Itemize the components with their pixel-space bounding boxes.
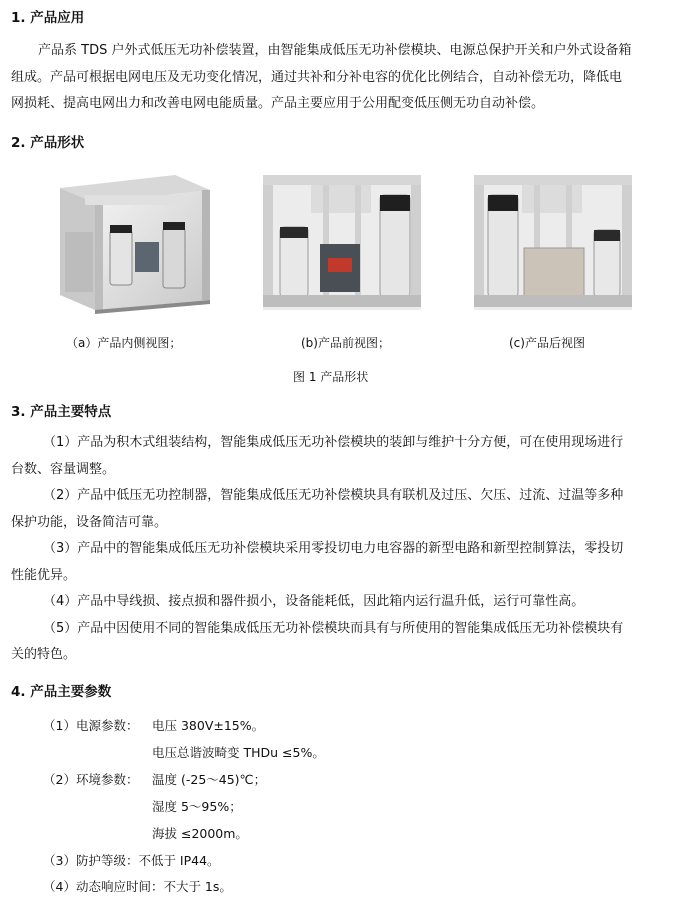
section-1-body: [11, 38, 673, 118]
section-2-heading: 2. 产品形状: [11, 135, 85, 151]
s3-line-7: （4）产品中导线损、接点损和器件损小，设备能耗低，因此箱内运行温升低，运行可靠性高。: [43, 594, 585, 609]
section-1-heading: 1. 产品应用: [11, 10, 85, 26]
s1-line-1: 产品系 TDS 户外式低压无功补偿装置，由智能集成低压无功补偿模块、电源总保护开关和户外式设备箱: [38, 43, 632, 58]
section-3-body: [11, 430, 673, 669]
caption-front-view: (b)产品前视图；: [301, 336, 390, 350]
section-3-heading: 3. 产品主要特点: [11, 404, 112, 420]
s3-line-9: 关的特色。: [11, 647, 77, 662]
param-2-altitude: 海拔 ≤2000m。: [152, 826, 248, 841]
product-inside-view-image: [55, 170, 215, 315]
section-4-heading: 4. 产品主要参数: [11, 684, 112, 700]
param-4-response-time: （4）动态响应时间：不大于 1s。: [43, 879, 232, 894]
caption-inside-view: （a）产品内侧视图；: [66, 336, 182, 350]
product-front-view-image: [263, 170, 421, 310]
s1-line-2: 组成。产品可根据电网电压及无功变化情况，通过共补和分补电容的优化比例结合，自动补偿无功，降低电: [11, 69, 623, 85]
s3-line-4: 保护功能，设备简洁可靠。: [11, 514, 168, 530]
figure-caption: 图 1 产品形状: [293, 370, 369, 384]
param-1-thdu: 电压总谐波畸变 THDu ≤5%。: [152, 745, 325, 760]
s3-line-5: （3）产品中的智能集成低压无功补偿模块采用零投切电力电容器的新型电路和新型控制算法，零投切: [43, 541, 624, 556]
product-rear-view-image: [474, 170, 632, 310]
param-2-humidity: 湿度 5～95%；: [152, 799, 242, 814]
caption-rear-view: (c)产品后视图: [509, 336, 585, 350]
param-1-label: （1）电源参数：: [43, 718, 139, 733]
param-3-protection: （3）防护等级：不低于 IP44。: [43, 853, 220, 868]
param-1-voltage: 电压 380V±15%。: [152, 718, 265, 733]
s3-line-3: （2）产品中低压无功控制器，智能集成低压无功补偿模块具有联机及过压、欠压、过流、过温等多种: [43, 488, 624, 503]
param-2-temperature: 温度 (-25～45)℃；: [152, 772, 267, 787]
s3-line-8: （5）产品中因使用不同的智能集成低压无功补偿模块而具有与所使用的智能集成低压无功补偿模块有: [43, 620, 624, 636]
s3-line-1: （1）产品为积木式组装结构，智能集成低压无功补偿模块的装卸与维护十分方便，可在使用现场进行: [43, 435, 624, 450]
s1-line-3: 网损耗、提高电网出力和改善电网电能质量。产品主要应用于公用配变低压侧无功自动补偿。: [11, 96, 545, 111]
param-2-label: （2）环境参数：: [43, 772, 139, 787]
s3-line-2: 台数、容量调整。: [11, 461, 116, 477]
s3-line-6: 性能优异。: [11, 567, 77, 583]
